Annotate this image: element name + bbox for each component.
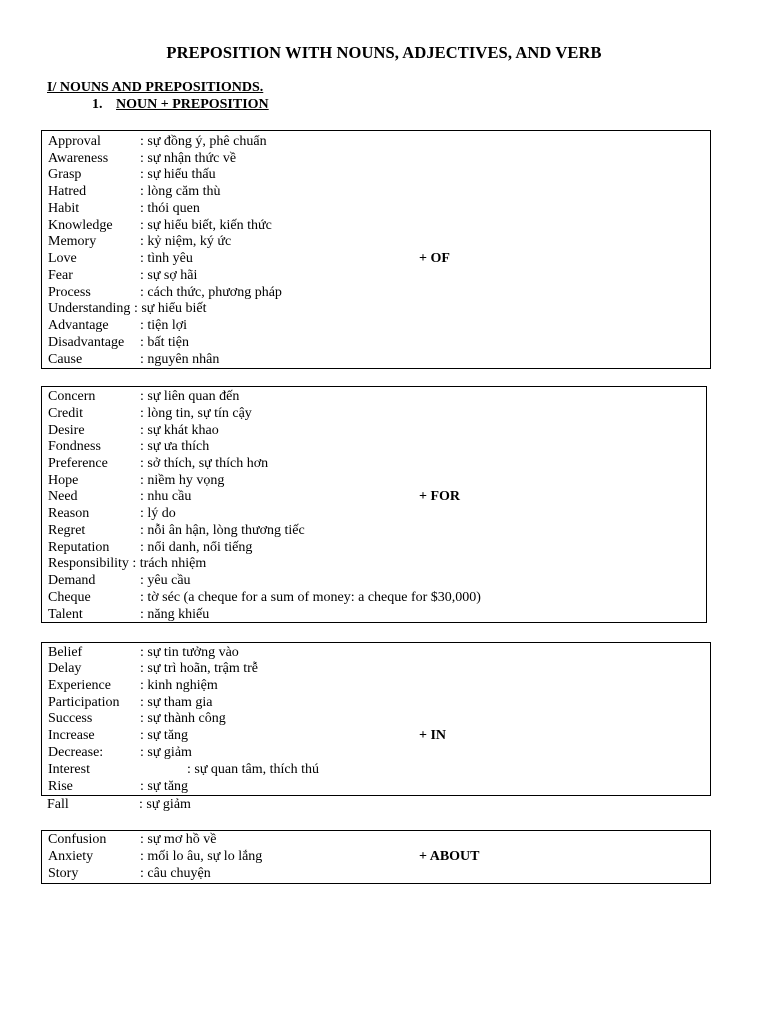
- noun-meaning: : sự giảm: [139, 797, 191, 812]
- noun-meaning: : yêu cầu: [140, 573, 191, 588]
- vocab-row: [48, 351, 219, 368]
- group-of-box: [41, 130, 711, 369]
- noun-meaning: : sự hiểu biết, kiến thức: [140, 218, 272, 233]
- subsection-heading: [92, 97, 269, 113]
- noun-word: Hope: [48, 473, 79, 488]
- vocab-row: [48, 606, 209, 623]
- vocab-row: [48, 284, 282, 301]
- noun-meaning: : sự mơ hồ về: [140, 832, 217, 847]
- section-heading: I/ NOUNS AND PREPOSITIONDS.: [47, 80, 264, 95]
- noun-word: Love: [48, 251, 77, 266]
- noun-word: Advantage: [48, 318, 109, 333]
- vocab-row: [48, 644, 239, 661]
- subsection-label: NOUN + PREPOSITION: [116, 97, 269, 112]
- noun-meaning: : tiện lợi: [140, 318, 188, 333]
- noun-meaning: : sự nhận thức về: [140, 151, 237, 166]
- vocab-row: [48, 388, 239, 405]
- vocab-row: [48, 778, 188, 795]
- noun-word: Success: [48, 711, 93, 726]
- noun-meaning: : sự khát khao: [140, 423, 219, 438]
- noun-word: Knowledge: [48, 218, 113, 233]
- noun-meaning: : sự giảm: [140, 745, 192, 760]
- noun-meaning: : sự quan tâm, thích thú: [187, 762, 320, 777]
- noun-word: Concern: [48, 389, 96, 404]
- vocab-row: [48, 539, 252, 556]
- noun-word: Demand: [48, 573, 96, 588]
- noun-meaning: : nỗi ân hận, lòng thương tiếc: [140, 523, 305, 538]
- noun-word: Memory: [48, 234, 97, 249]
- vocab-row: [48, 848, 262, 865]
- vocab-row: [48, 865, 211, 882]
- noun-word: Credit: [48, 406, 83, 421]
- vocab-row: [48, 166, 216, 183]
- noun-word: Responsibility: [48, 556, 129, 571]
- noun-meaning: : sự đồng ý, phê chuẩn: [140, 134, 267, 149]
- vocab-row: [48, 250, 193, 267]
- noun-meaning: : nhu cầu: [140, 489, 192, 504]
- noun-word: Hatred: [48, 184, 87, 199]
- noun-word: Approval: [48, 134, 101, 149]
- noun-meaning: : sự hiểu thấu: [140, 167, 216, 182]
- noun-meaning: : bất tiện: [140, 335, 189, 350]
- noun-meaning: : sự liên quan đến: [140, 389, 240, 404]
- noun-meaning: : thói quen: [140, 201, 200, 216]
- vocab-row: [48, 267, 197, 284]
- vocab-row: [48, 183, 221, 200]
- noun-meaning: : tình yêu: [140, 251, 193, 266]
- noun-word: Belief: [48, 645, 83, 660]
- noun-meaning: : sự ưa thích: [140, 439, 210, 454]
- page-title: PREPOSITION WITH NOUNS, ADJECTIVES, AND VERB: [166, 43, 602, 62]
- noun-word: Reason: [48, 506, 90, 521]
- noun-meaning: : cách thức, phương pháp: [140, 285, 282, 300]
- vocab-row: [48, 660, 258, 677]
- preposition-label: + IN: [419, 728, 447, 743]
- noun-word: Fall: [47, 797, 69, 812]
- vocab-row: [48, 300, 206, 317]
- noun-meaning: : nguyên nhân: [140, 352, 220, 367]
- noun-word: Cheque: [48, 590, 91, 605]
- noun-meaning: : trách nhiệm: [132, 556, 207, 571]
- subsection-number: 1.: [92, 97, 103, 112]
- noun-word: Preference: [48, 456, 108, 471]
- vocab-row: [48, 233, 231, 250]
- noun-meaning: : lý do: [140, 506, 176, 521]
- noun-word: Confusion: [48, 832, 107, 847]
- noun-word: Regret: [48, 523, 86, 538]
- preposition-label: + ABOUT: [419, 849, 480, 864]
- vocab-row: [48, 727, 188, 744]
- vocab-row: [48, 150, 236, 167]
- noun-meaning: : câu chuyện: [140, 866, 211, 881]
- noun-meaning: : sự thành công: [140, 711, 226, 726]
- noun-meaning: : sự trì hoãn, trậm trễ: [140, 661, 259, 676]
- vocab-row: [48, 555, 206, 572]
- noun-word: Interest: [48, 762, 90, 777]
- vocab-row: [48, 572, 191, 589]
- noun-meaning: : sự sợ hãi: [140, 268, 198, 283]
- noun-word: Anxiety: [48, 849, 94, 864]
- noun-word: Rise: [48, 779, 73, 794]
- group-in-box: [41, 642, 711, 796]
- vocab-row: [48, 455, 268, 472]
- vocab-row: [48, 710, 226, 727]
- vocab-row: [48, 317, 187, 334]
- vocab-row: [48, 472, 224, 489]
- noun-word: Fondness: [48, 439, 101, 454]
- vocab-row: [48, 677, 218, 694]
- noun-meaning: : lòng tin, sự tín cậy: [140, 406, 252, 421]
- noun-meaning: : sự tham gia: [140, 695, 213, 710]
- vocab-row: [48, 694, 213, 711]
- vocab-row: [48, 761, 319, 778]
- vocab-row: [48, 744, 192, 761]
- noun-meaning: : kỷ niệm, ký ức: [140, 234, 232, 249]
- noun-meaning: : lòng căm thù: [140, 184, 221, 199]
- noun-meaning: : sự tăng: [140, 728, 189, 743]
- vocab-row: [48, 405, 252, 422]
- noun-word: Increase: [48, 728, 95, 743]
- group-about-box: [41, 830, 711, 884]
- vocab-row: [48, 831, 216, 848]
- noun-meaning: : sở thích, sự thích hơn: [140, 456, 269, 471]
- noun-word: Participation: [48, 695, 120, 710]
- vocab-row: [48, 488, 191, 505]
- noun-word: Fear: [48, 268, 73, 283]
- noun-word: Talent: [48, 607, 83, 622]
- preposition-label: + OF: [419, 251, 450, 266]
- vocab-row: [48, 422, 219, 439]
- noun-word: Need: [48, 489, 78, 504]
- noun-word: Reputation: [48, 540, 110, 555]
- vocab-row: [48, 217, 272, 234]
- vocab-row: [48, 438, 209, 455]
- vocab-row: [48, 334, 189, 351]
- noun-meaning: : sự tăng: [140, 779, 189, 794]
- group-for-box: [41, 386, 707, 623]
- noun-meaning: : mối lo âu, sự lo lắng: [140, 849, 263, 864]
- noun-meaning: : tờ séc (a cheque for a sum of money: a cheque for $30,000): [140, 590, 481, 605]
- vocab-row: [47, 796, 191, 813]
- noun-meaning: : sự tin tưởng vào: [140, 645, 239, 660]
- noun-word: Desire: [48, 423, 85, 438]
- noun-word: Awareness: [48, 151, 109, 166]
- noun-word: Understanding: [48, 301, 131, 316]
- noun-meaning: : sự hiểu biết: [133, 301, 207, 316]
- noun-word: Habit: [48, 201, 80, 216]
- noun-word: Decrease:: [48, 745, 104, 760]
- noun-word: Delay: [48, 661, 82, 676]
- noun-word: Disadvantage: [48, 335, 125, 350]
- vocab-row: [48, 133, 267, 150]
- preposition-label: + FOR: [419, 489, 461, 504]
- noun-meaning: : niềm hy vọng: [140, 473, 225, 488]
- noun-word: Grasp: [48, 167, 82, 182]
- noun-word: Experience: [48, 678, 111, 693]
- noun-word: Cause: [48, 352, 83, 367]
- vocab-row: [48, 505, 176, 522]
- noun-word: Process: [48, 285, 91, 300]
- noun-meaning: : kinh nghiệm: [140, 678, 218, 693]
- noun-meaning: : năng khiếu: [140, 607, 210, 622]
- vocab-row: [48, 522, 305, 539]
- noun-word: Story: [48, 866, 79, 881]
- vocab-row: [48, 200, 200, 217]
- noun-meaning: : nổi danh, nổi tiếng: [140, 540, 253, 555]
- vocab-row: [48, 589, 481, 606]
